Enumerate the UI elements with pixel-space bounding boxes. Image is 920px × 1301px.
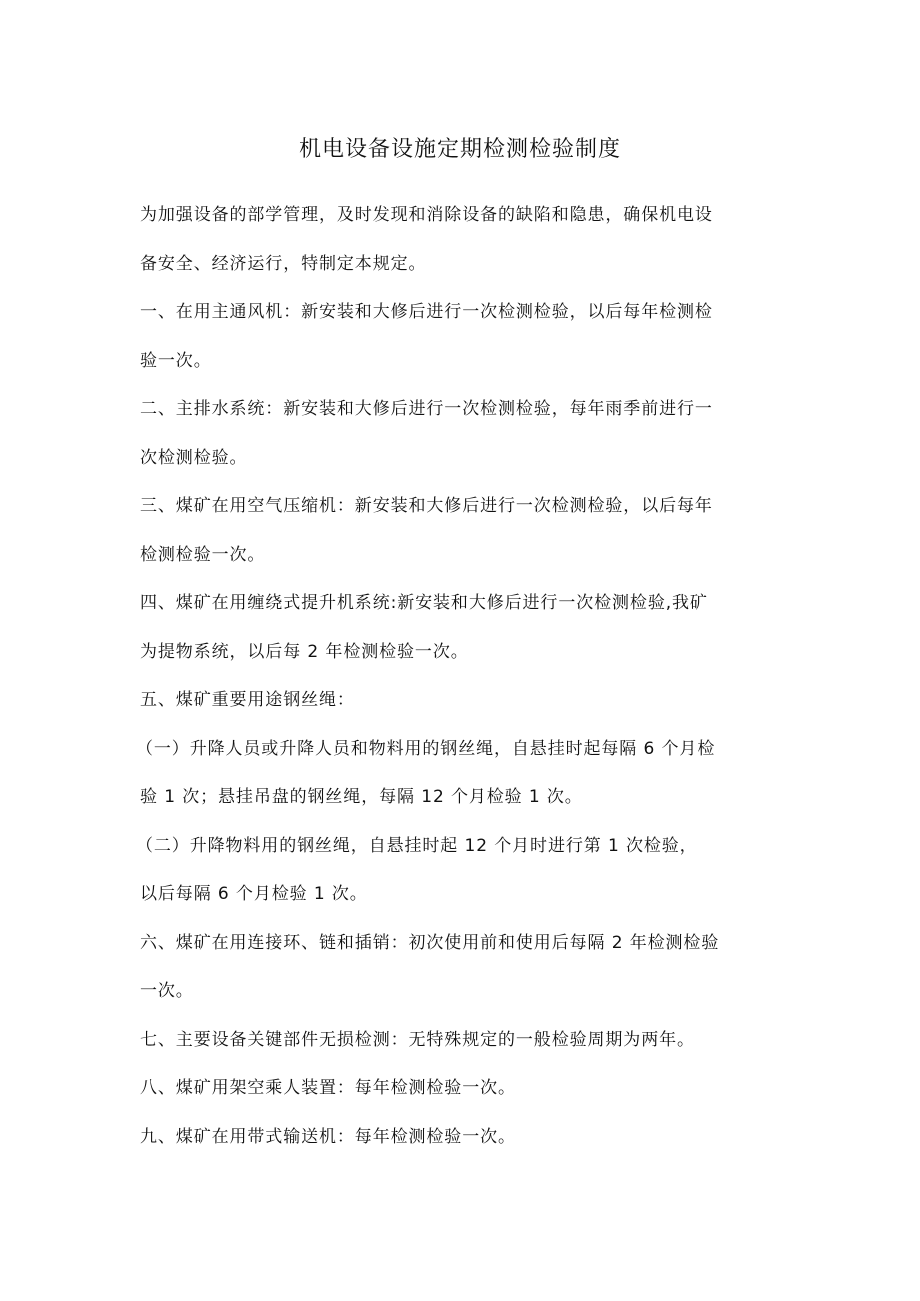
text-line-item-2b: 次检测检验。: [140, 448, 248, 468]
text-line-item-5-1b: 验 1 次；悬挂吊盘的钢丝绳，每隔 12 个月检验 1 次。: [140, 787, 583, 807]
text-line-item-6a: 六、煤矿在用连接环、链和插销：初次使用前和使用后每隔 2 年检测检验: [140, 933, 720, 953]
text-line-item-2a: 二、主排水系统：新安装和大修后进行一次检测检验，每年雨季前进行一: [140, 399, 713, 419]
text-line-item-4b: 为提物系统，以后每 2 年检测检验一次。: [140, 642, 469, 662]
text-line-item-5-2b: 以后每隔 6 个月检验 1 次。: [140, 884, 368, 904]
text-line-intro-1: 为加强设备的部学管理，及时发现和消除设备的缺陷和隐患，确保机电设: [140, 205, 713, 225]
text-line-item-5: 五、煤矿重要用途钢丝绳：: [140, 690, 355, 710]
text-line-item-3b: 检测检验一次。: [140, 545, 266, 565]
text-line-item-4a: 四、煤矿在用缠绕式提升机系统:新安装和大修后进行一次检测检验,我矿: [140, 593, 708, 613]
text-line-item-7: 七、主要设备关键部件无损检测：无特殊规定的一般检验周期为两年。: [140, 1030, 695, 1050]
text-line-item-8: 八、煤矿用架空乘人装置：每年检测检验一次。: [140, 1078, 516, 1098]
text-line-item-9: 九、煤矿在用带式输送机：每年检测检验一次。: [140, 1127, 516, 1147]
text-line-item-3a: 三、煤矿在用空气压缩机：新安装和大修后进行一次检测检验，以后每年: [140, 496, 713, 516]
text-line-item-5-1a: （一）升降人员或升降人员和物料用的钢丝绳，自悬挂时起每隔 6 个月检: [136, 739, 716, 759]
text-line-item-1a: 一、在用主通风机：新安装和大修后进行一次检测检验，以后每年检测检: [140, 302, 713, 322]
document-title: 机电设备设施定期检测检验制度: [298, 137, 621, 162]
text-line-item-5-2a: （二）升降物料用的钢丝绳，自悬挂时起 12 个月时进行第 1 次检验，: [136, 836, 698, 856]
text-line-item-6b: 一次。: [140, 981, 194, 1001]
text-line-item-1b: 验一次。: [140, 351, 212, 371]
text-line-intro-2: 备安全、经济运行，特制定本规定。: [140, 254, 427, 274]
